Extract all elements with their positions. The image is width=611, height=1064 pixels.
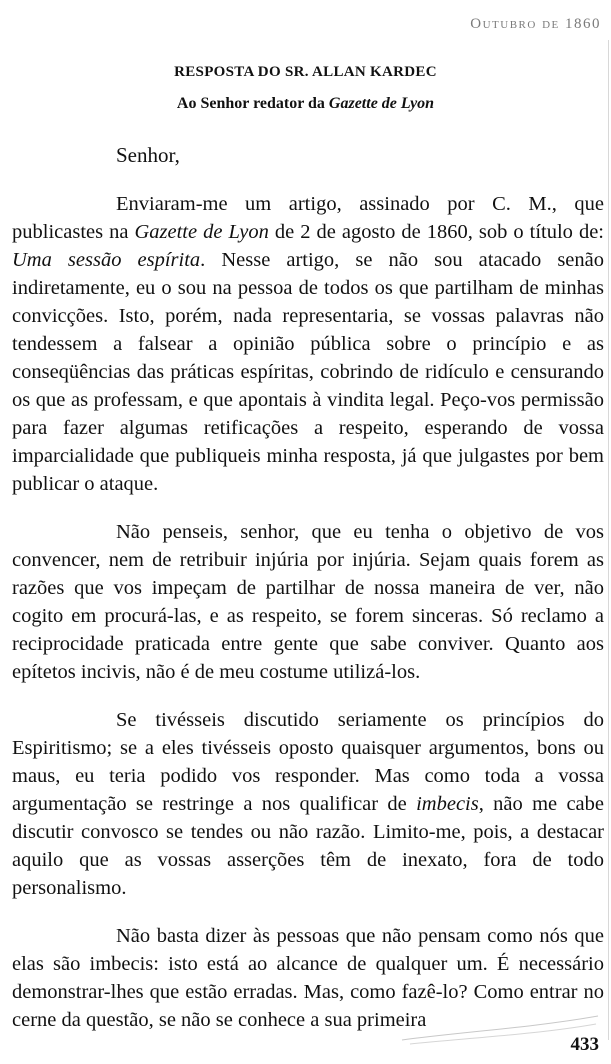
page-edge-rule bbox=[608, 40, 609, 1040]
page-number: 433 bbox=[570, 1034, 599, 1055]
article-body bbox=[12, 190, 604, 1034]
paragraph-text: Enviaram-me um artigo, assinado por C. M., que publicastes na bbox=[12, 193, 604, 243]
body-paragraph bbox=[12, 190, 604, 498]
paragraph-text: . Nesse artigo, se não sou atacado senão indiretamente, eu o sou na pessoa de todos os que partilham de minhas convicções. Isto, porém, nada representaria, se vossas palavras não tendessem a falsear a opinião pública sobre o princípio e as conseqüências das práticas espíritas, cobrindo de ridículo e censurando os que as professam, e que apontais à vindita legal. Peço-vos permissão para fazer algumas retificações a respeito, esperando de vossa imparcialidade que publiqueis minha resposta, já que julgastes por bem publicar o ataque. bbox=[12, 249, 604, 495]
italic-text: imbecis bbox=[416, 793, 479, 815]
subtitle-text: Ao Senhor redator da bbox=[176, 95, 329, 112]
italic-text: Gazette de Lyon bbox=[134, 221, 269, 243]
italic-text: Uma sessão espírita bbox=[12, 249, 201, 271]
paragraph-text: Não penseis, senhor, que eu tenha o objetivo de vos convencer, nem de retribuir injúria por injúria. Sejam quais forem as razões que vos impeçam de partilhar de nossa maneira de ver, não cogito em procurá-las, e as respeito, se forem sinceras. Só reclamo a reciprocidade praticada entre gente que sabe conviver. Quanto aos epítetos incivis, não é de meu costume utilizá-los. bbox=[12, 521, 604, 683]
paragraph-text: de 2 de agosto de 1860, sob o título de: bbox=[268, 221, 604, 243]
article-title: RESPOSTA DO SR. ALLAN KARDEC bbox=[174, 64, 437, 80]
running-head: Outubro de 1860 bbox=[470, 16, 601, 32]
article-subtitle bbox=[0, 95, 611, 113]
paragraph-text: Se tivésseis discutido seriamente os princípios do Espiritismo; se a eles tivésseis oposto quaisquer argumentos, bons ou maus, eu teria podido vos responder. Mas como toda a vossa argumentação se restringe a nos qualificar de bbox=[12, 709, 604, 815]
paragraph-text: Não basta dizer às pessoas que não pensam como nós que elas são imbecis: isto está ao alcance de qualquer um. É necessário demonstrar-lhes que estão erradas. Mas, como fazê-lo? Como entrar no cerne da questão, se não se conhece a sua primeira bbox=[12, 925, 604, 1031]
salutation: Senhor, bbox=[116, 143, 180, 167]
subtitle-newspaper-name: Gazette de Lyon bbox=[328, 95, 435, 112]
paragraph-text: , não me cabe discutir convosco se tendes ou não razão. Limito-me, pois, a destacar aquilo que as vossas asserções têm de inexato, fora de todo personalismo. bbox=[12, 793, 604, 899]
body-paragraph bbox=[12, 518, 604, 686]
body-paragraph bbox=[12, 706, 604, 902]
